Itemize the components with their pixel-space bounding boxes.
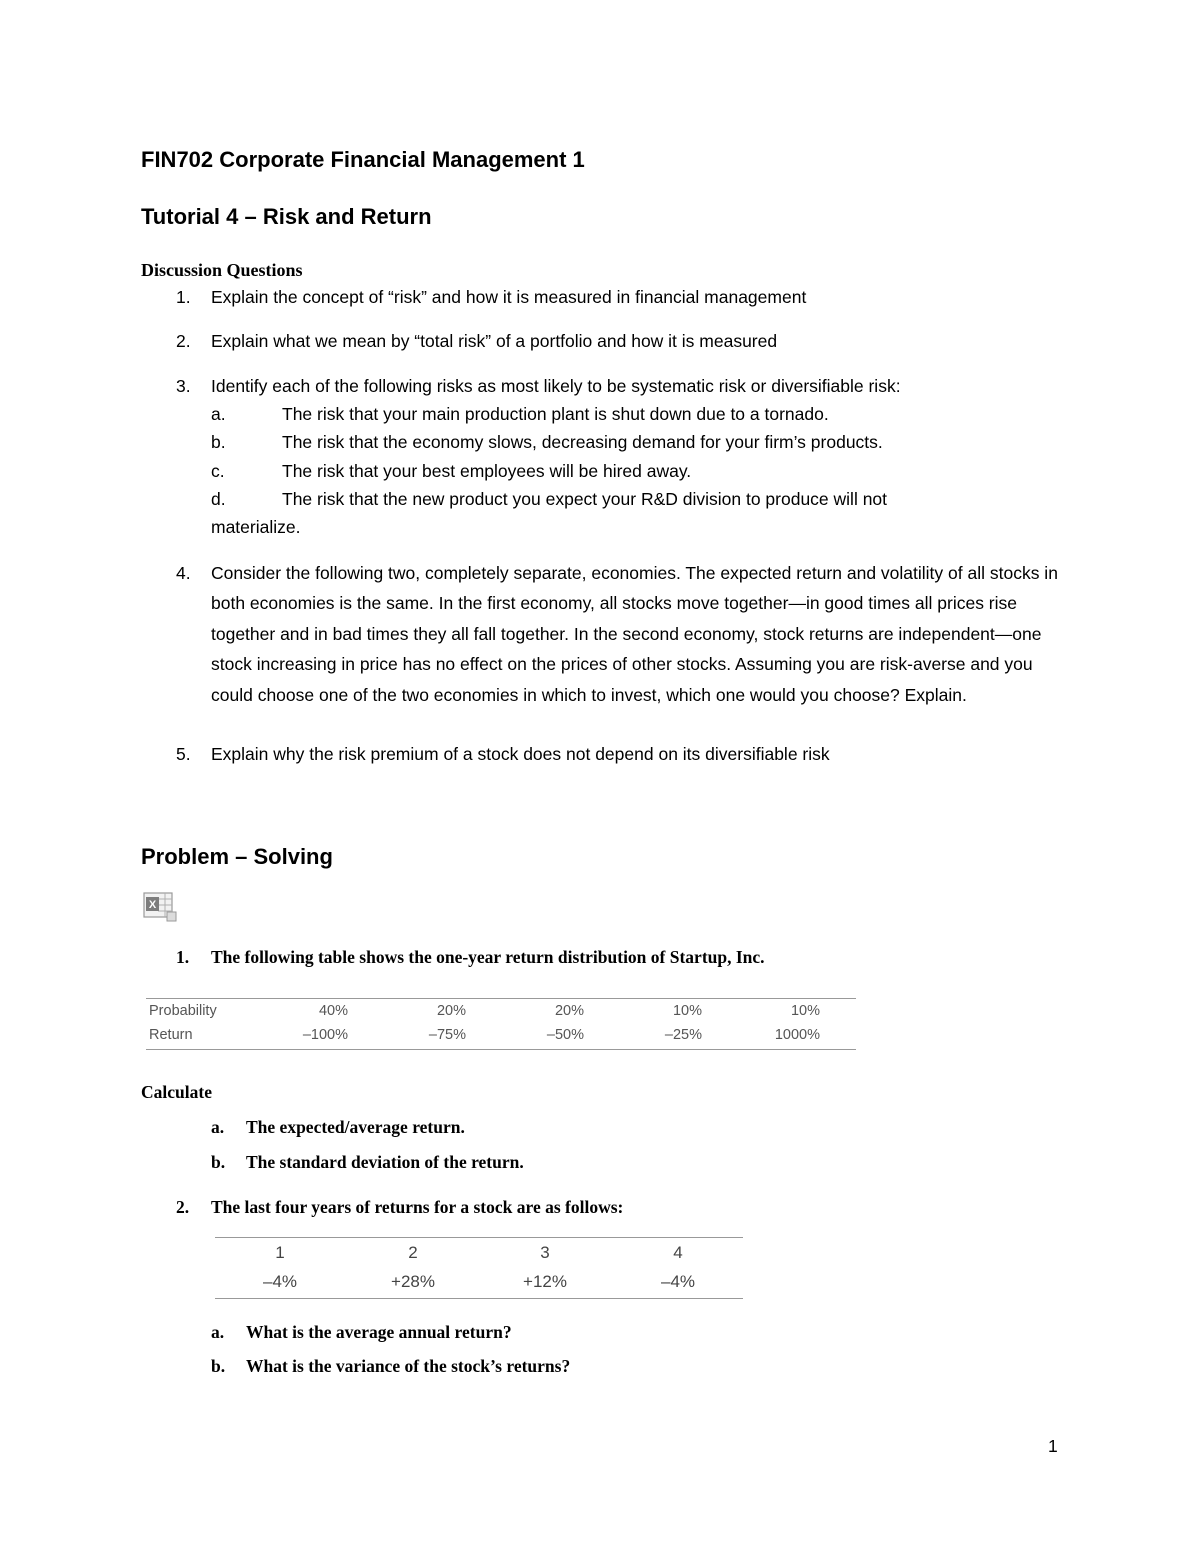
q3-item-c-letter: c. xyxy=(211,461,225,481)
annual-return-cell: –4% xyxy=(660,1272,696,1291)
row-label-probability: Probability xyxy=(149,1003,217,1019)
annual-return-cell: +28% xyxy=(391,1272,435,1291)
question-1-number: 1. xyxy=(176,287,191,307)
q3-item-d-text: The risk that the new product you expect your R&D division to produce will not xyxy=(282,489,888,509)
annual-return-cell: +12% xyxy=(523,1272,567,1291)
p1-item-b-text: The standard deviation of the return. xyxy=(246,1152,524,1172)
q3-item-b-letter: b. xyxy=(211,432,226,452)
year-cell: 3 xyxy=(540,1243,550,1262)
p2-item-a-text: What is the average annual return? xyxy=(246,1322,512,1342)
q3-item-b-text: The risk that the economy slows, decreasing demand for your firm’s products. xyxy=(282,432,883,452)
question-4-number: 4. xyxy=(176,563,191,583)
return-cell: –100% xyxy=(302,1027,348,1043)
p2-item-a-letter: a. xyxy=(211,1322,225,1342)
question-5-text: Explain why the risk premium of a stock does not depend on its diversifiable risk xyxy=(211,744,830,764)
problem-1-number: 1. xyxy=(176,947,190,967)
q3-item-c-text: The risk that your best employees will be hired away. xyxy=(282,461,692,481)
tutorial-title: Tutorial 4 – Risk and Return xyxy=(141,204,432,229)
q3-item-a-letter: a. xyxy=(211,404,226,424)
year-cell: 2 xyxy=(408,1243,418,1262)
question-3-number: 3. xyxy=(176,376,191,396)
p1-item-b-letter: b. xyxy=(211,1152,226,1172)
course-title: FIN702 Corporate Financial Management 1 xyxy=(141,147,585,172)
problem-1-text: The following table shows the one-year return distribution of Startup, Inc. xyxy=(211,947,765,967)
question-4-text: Consider the following two, completely separate, economies. The expected return and volatility of all stocks in both economies is the same. In the first economy, all stocks move together—in good times all prices rise together and in bad times they all fall together. In the second economy, stock returns are independent—one stock increasing in price has no effect on the prices of other stocks. Assuming you are risk-averse and you could choose one of the two economies in which to invest, which one would you choose? Explain. xyxy=(211,563,1058,705)
return-cell: –25% xyxy=(664,1027,702,1043)
excel-icon xyxy=(143,890,177,922)
q3-item-a-text: The risk that your main production plant is shut down due to a tornado. xyxy=(282,404,829,424)
p1-item-a-letter: a. xyxy=(211,1117,225,1137)
question-5-number: 5. xyxy=(176,744,191,764)
table-row-returns xyxy=(215,1272,743,1294)
probability-cell: 20% xyxy=(554,1003,584,1019)
p2-item-b-letter: b. xyxy=(211,1356,226,1376)
table-row-years xyxy=(215,1243,743,1265)
probability-cell: 10% xyxy=(790,1003,820,1019)
calculate-label: Calculate xyxy=(141,1082,212,1102)
row-label-return: Return xyxy=(149,1027,193,1043)
annual-returns-table xyxy=(215,1237,743,1299)
probability-cell: 10% xyxy=(672,1003,702,1019)
probability-cell: 20% xyxy=(436,1003,466,1019)
return-cell: 1000% xyxy=(774,1027,820,1043)
question-1-text: Explain the concept of “risk” and how it is measured in financial management xyxy=(211,287,807,307)
annual-return-cell: –4% xyxy=(262,1272,298,1291)
year-cell: 1 xyxy=(275,1243,285,1262)
problem-solving-heading: Problem – Solving xyxy=(141,844,333,869)
return-distribution-table xyxy=(146,998,856,1050)
problem-2-text: The last four years of returns for a stock are as follows: xyxy=(211,1197,624,1217)
q3-item-d-letter: d. xyxy=(211,489,226,509)
page-number: 1 xyxy=(1048,1436,1058,1456)
svg-text:X: X xyxy=(148,899,157,911)
year-cell: 4 xyxy=(673,1243,683,1262)
question-2-text: Explain what we mean by “total risk” of a portfolio and how it is measured xyxy=(211,331,778,351)
question-3-text: Identify each of the following risks as most likely to be systematic risk or diversifiable risk: xyxy=(211,376,901,396)
p2-item-b-text: What is the variance of the stock’s returns? xyxy=(246,1356,571,1376)
q3-item-d-continuation: materialize. xyxy=(211,517,301,537)
return-cell: –75% xyxy=(428,1027,466,1043)
return-cell: –50% xyxy=(546,1027,584,1043)
question-2-number: 2. xyxy=(176,331,191,351)
p1-item-a-text: The expected/average return. xyxy=(246,1117,465,1137)
table-row-probability xyxy=(146,1003,856,1023)
discussion-heading: Discussion Questions xyxy=(141,260,303,280)
probability-cell: 40% xyxy=(318,1003,348,1019)
problem-2-number: 2. xyxy=(176,1197,190,1217)
table-row-return xyxy=(146,1027,856,1047)
